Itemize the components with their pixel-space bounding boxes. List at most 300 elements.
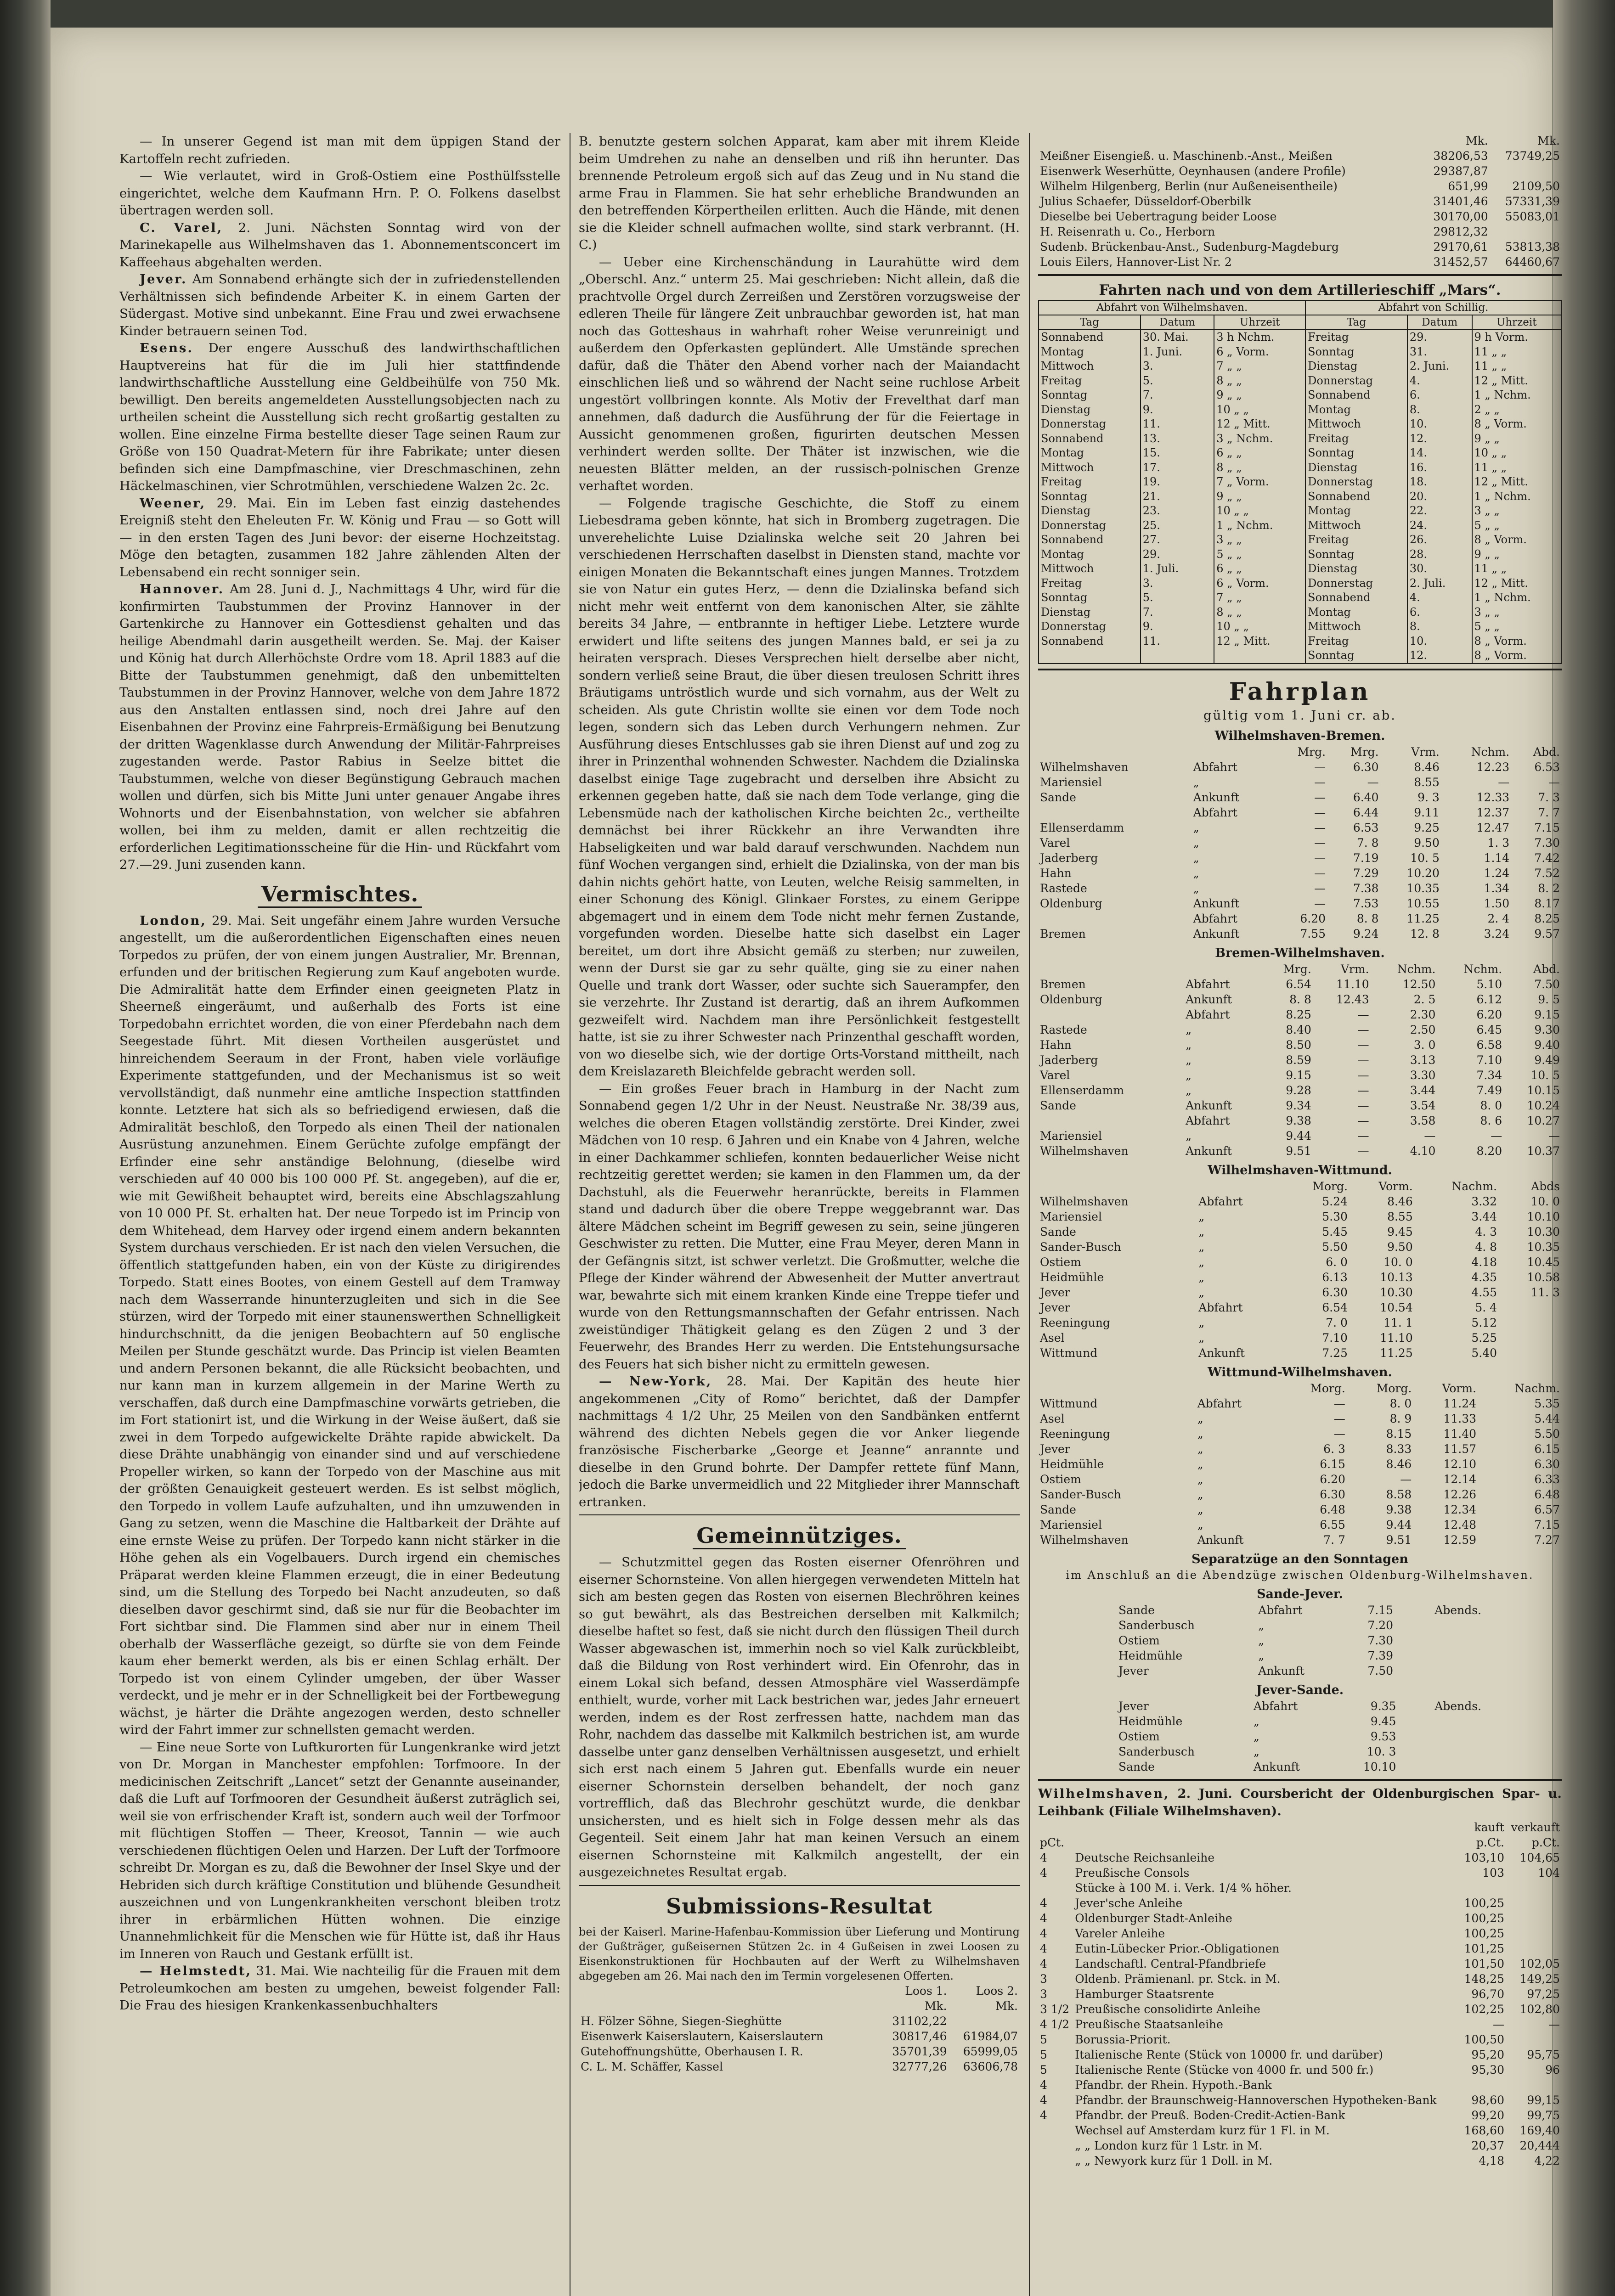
table-cell: 9.50 [1387, 1240, 1413, 1254]
table-cell: 6.13 [1322, 1271, 1348, 1284]
table-cell: Abfahrt [1186, 978, 1230, 991]
table-cell: 29. [1141, 547, 1214, 562]
table-cell: Sander-Busch [1040, 1488, 1121, 1501]
table-cell [1038, 1113, 1184, 1128]
table-header [1038, 1820, 1073, 1835]
table-cell: Pfandbr. der Braunschweig-Hannoverschen Hypotheken-Bank [1075, 2093, 1437, 2107]
table-cell: 5.30 [1322, 1210, 1348, 1223]
table-cell: 2109,50 [1512, 180, 1560, 193]
table-cell: 9.45 [1387, 1225, 1413, 1238]
table-cell: 3.30 [1410, 1069, 1436, 1082]
table-cell: 31452,57 [1433, 255, 1488, 269]
table-cell: 64460,67 [1505, 255, 1560, 269]
table-cell: 7.15 [1534, 1518, 1560, 1531]
table-cell: 8.55 [1414, 776, 1440, 789]
table-header: p.Ct. [1476, 1836, 1504, 1849]
table-cell: — [1357, 1129, 1369, 1142]
table-cell: 31102,22 [892, 2014, 947, 2028]
table-cell: 12.37 [1476, 806, 1510, 819]
table-cell: 7.30 [1534, 836, 1560, 850]
separate-trains-note: im Anschluß an die Abendzüge zwischen Oldenburg-Wilhelmshaven. [1066, 1569, 1534, 1581]
table-cell: 30. [1407, 562, 1472, 576]
table-cell: Montag [1305, 605, 1407, 620]
table-cell: 8 „ Vorm. [1472, 417, 1562, 432]
table-cell [1039, 648, 1141, 664]
table-cell: 29812,32 [1433, 225, 1488, 238]
table-cell: 6.30 [1353, 760, 1379, 774]
table-cell: — [1314, 882, 1326, 895]
table-cell [1506, 1926, 1562, 1941]
table-cell: Bremen [1040, 978, 1086, 991]
table-header: Uhrzeit [1472, 315, 1562, 330]
table-cell: „ [1197, 1412, 1203, 1425]
article-text: — Wie verlautet, wird in Groß-Ostiem eine Posthülfsstelle eingerichtet, welche dem Kaufmann Hrn. P. O. Folkens daselbst übertragen werden soll. [119, 169, 560, 218]
table-row [1038, 2017, 1562, 2032]
table-subheader [1039, 315, 1561, 330]
table-cell: Sande [1118, 1604, 1155, 1617]
table-cell: Sonnabend [1039, 533, 1141, 547]
table-cell: 651,99 [1448, 180, 1488, 193]
table-cell: H. Fölzer Söhne, Siegen-Sieghütte [581, 2014, 782, 2028]
table-cell: 11. 1 [1383, 1316, 1413, 1329]
table-row [1038, 1128, 1562, 1143]
table-cell: 8. 6 [1480, 1114, 1502, 1127]
table-row [1038, 1971, 1562, 1986]
table-cell: 8.46 [1387, 1195, 1413, 1208]
table-cell: 5 [1040, 2063, 1047, 2077]
table-cell: 8.55 [1387, 1210, 1413, 1223]
dateline: Hannover. [140, 582, 225, 597]
table-cell: „ „ Newyork kurz für 1 Doll. in M. [1075, 2154, 1273, 2167]
table-cell: Sande [1040, 1503, 1076, 1516]
table-header: Uhrzeit [1214, 315, 1305, 330]
table-cell: 9 „ „ [1472, 432, 1562, 446]
table-cell: 30170,00 [1433, 210, 1488, 223]
table-cell: Reeningung [1040, 1316, 1110, 1329]
table-cell: 103,10 [1464, 1851, 1504, 1864]
table-cell: 11. [1141, 417, 1214, 432]
table-row [1117, 1699, 1483, 1714]
table-cell: 10.45 [1527, 1255, 1560, 1269]
table-cell: 7 „ „ [1214, 591, 1305, 605]
table-cell: 8.59 [1286, 1053, 1311, 1067]
table-header [1184, 962, 1263, 977]
table-cell: Ankunft [1186, 1144, 1232, 1158]
table-header-row [1038, 962, 1562, 977]
table-cell: Preußische Staatsanleihe [1075, 2018, 1223, 2031]
table-cell: 20. [1407, 490, 1472, 504]
table-cell: 4 1/2 [1040, 2018, 1070, 2031]
table-cell: 11.24 [1443, 1397, 1477, 1410]
table-cell [1506, 1880, 1562, 1896]
table-cell: Ostiem [1118, 1634, 1160, 1647]
table-cell: 10.13 [1380, 1271, 1413, 1284]
table-cell: 10.58 [1527, 1271, 1560, 1284]
table-cell: 31401,46 [1433, 195, 1488, 208]
table-cell: 5.40 [1471, 1346, 1497, 1360]
table-cell: 4 [1040, 1896, 1047, 1910]
table-cell: Sanderbusch [1118, 1619, 1195, 1632]
table-row [1038, 1300, 1562, 1315]
table-cell: 1 „ Nchm. [1472, 591, 1562, 605]
table-cell: Abfahrt [1193, 912, 1237, 925]
table-cell: 104 [1538, 1866, 1560, 1880]
table-cell: Wilhelmshaven [1040, 760, 1129, 774]
table-cell: 1. Juli. [1141, 562, 1214, 576]
table-cell: 9.49 [1534, 1053, 1560, 1067]
table-cell: 11 „ „ [1472, 461, 1562, 475]
table-cell: 1.50 [1484, 897, 1510, 910]
table-cell: Ankunft [1193, 897, 1240, 910]
table-header: Nachm. [1451, 1180, 1497, 1193]
table-cell: „ [1198, 1210, 1205, 1223]
table-cell: 30. Mai. [1141, 330, 1214, 345]
table-cell: „ „ London kurz für 1 Lstr. in M. [1075, 2139, 1263, 2152]
table-cell: Sande [1040, 791, 1076, 804]
table-cell: 5.12 [1471, 1316, 1497, 1329]
table-cell: 4.35 [1471, 1271, 1497, 1284]
table-cell: 1.34 [1484, 882, 1510, 895]
table-cell: 3.13 [1410, 1053, 1436, 1067]
table-cell: „ [1186, 1084, 1192, 1097]
table-cell: 7.20 [1367, 1619, 1394, 1632]
table-cell [1395, 1648, 1483, 1663]
table-cell: 101,50 [1464, 1957, 1504, 1970]
table-cell: 8 „ Vorm. [1472, 634, 1562, 649]
table-cell: 7.38 [1353, 882, 1379, 895]
table-cell: 97,25 [1527, 1987, 1560, 2001]
table-cell: 5.25 [1471, 1331, 1497, 1345]
article-text: — Ueber eine Kirchenschändung in Laurahütte wird dem „Oberschl. Anz.“ unterm 25. Mai geschrieben: Nicht allein, daß die prachtvolle Orgel durch Zerreißen und Zerstören vorzugsweise der edleren Theile für längere Zeit unbrauchbar geworden ist, hat man noch das Gotteshaus in wahrhaft roher Weise verunreinigt und außerdem den Opferkasten geplündert. Alle Umstände sprechen dafür, daß die Thäter den Abend vorher nach der Maiandacht einschlichen ließ und so während der Nacht seine ruchlose Arbeit ungestört vollbringen konnte. Als Motiv der Frevelthat darf man annehmen, daß dadurch die Ausführung der für die Feiertage in Aussicht genommenen großen, figurirten deutschen Messen verhindert werden sollte. Der Thäter ist inzwischen, wie die neuesten Blätter melden, an der russisch-polnischen Grenze verhaftet worden. [579, 254, 1020, 493]
table-cell: 6.40 [1353, 791, 1379, 804]
table-cell: 99,75 [1527, 2109, 1560, 2122]
table-cell: 2. Juli. [1407, 576, 1472, 591]
table-cell: Mittwoch [1039, 461, 1141, 475]
table-cell: „ [1197, 1473, 1203, 1486]
table-cell: 6.30 [1322, 1286, 1348, 1299]
table-cell: 5 [1040, 2048, 1047, 2061]
table-header [1038, 962, 1184, 977]
table-cell: — [1357, 1008, 1369, 1021]
table-cell: 12.26 [1443, 1488, 1477, 1501]
table-cell: Dieselbe bei Uebertragung beider Loose [1040, 210, 1277, 223]
table-row [1039, 648, 1561, 664]
table-cell: 7.29 [1353, 867, 1379, 880]
table-cell: Mariensiel [1040, 1210, 1102, 1223]
table-cell: „ [1193, 821, 1199, 834]
table-cell: 7.10 [1322, 1331, 1348, 1345]
table-cell: Ostiem [1040, 1473, 1081, 1486]
table-cell: 9 „ „ [1214, 490, 1305, 504]
table-cell: — [1357, 1023, 1369, 1036]
table-cell: 8. 8 [1289, 993, 1311, 1006]
table-cell: 102,25 [1464, 2003, 1504, 2016]
route-rows [1117, 1699, 1483, 1774]
route-title: Jever-Sande. [1256, 1683, 1344, 1697]
table-cell: Wechsel auf Amsterdam kurz für 1 Fl. in M. [1075, 2124, 1330, 2137]
table-cell: „ [1198, 1240, 1205, 1254]
table-cell: 6.20 [1300, 912, 1326, 925]
table-cell: 12 „ Mitt. [1472, 576, 1562, 591]
table-row [1038, 1209, 1562, 1224]
table-cell: 20,444 [1519, 2139, 1560, 2152]
table-cell: Freitag [1039, 576, 1141, 591]
table-cell: 10.24 [1527, 1099, 1560, 1112]
table-cell: 9.53 [1370, 1730, 1396, 1743]
table-cell: 63606,78 [963, 2060, 1018, 2073]
dateline: — Helmstedt, [140, 1964, 252, 1978]
table-cell: Montag [1305, 403, 1407, 417]
table-cell: Mittwoch [1039, 359, 1141, 374]
newspaper-page [51, 28, 1562, 2296]
table-row [1039, 562, 1561, 576]
table-cell: 38206,53 [1433, 149, 1488, 163]
table-header: Datum [1407, 315, 1472, 330]
table-cell: 1 „ Nchm. [1472, 388, 1562, 403]
table-cell: 12.48 [1443, 1518, 1477, 1531]
table-cell: Abfahrt [1193, 760, 1237, 774]
table-row [1038, 2093, 1562, 2108]
article [119, 1963, 560, 2015]
table-cell: 8 „ „ [1214, 461, 1305, 475]
table-cell: 6. 0 [1326, 1255, 1348, 1269]
table-cell: Varel [1040, 1069, 1070, 1082]
table-cell: 8. [1407, 403, 1472, 417]
table-cell: 3.54 [1410, 1099, 1436, 1112]
table-cell: — [1314, 851, 1326, 865]
table-row [1038, 163, 1562, 179]
table-cell: 4.55 [1471, 1286, 1497, 1299]
table-cell: 9 „ „ [1472, 547, 1562, 562]
table-cell: „ [1186, 1053, 1192, 1067]
table-cell: 12 „ Mitt. [1472, 475, 1562, 490]
table-cell: Ostiem [1040, 1255, 1081, 1269]
route-rows [1038, 1396, 1562, 1548]
table-row [1039, 533, 1561, 547]
table-cell: 1 „ Nchm. [1472, 490, 1562, 504]
table-row [1038, 148, 1562, 163]
table-cell: Ankunft [1197, 1533, 1244, 1547]
column-middle [579, 133, 1020, 2296]
table-header: Datum [1141, 315, 1214, 330]
table-cell: 11 „ „ [1472, 359, 1562, 374]
column-left [119, 133, 560, 2296]
table-cell: 3.44 [1471, 1210, 1497, 1223]
table-row [1038, 926, 1562, 941]
table-row [1038, 1532, 1562, 1548]
table-cell: 31. [1407, 345, 1472, 360]
section-heading [579, 1522, 1020, 1549]
table-cell: Freitag [1305, 533, 1407, 547]
table-cell: — [1548, 2018, 1560, 2031]
table-cell: Dienstag [1305, 461, 1407, 475]
table-row [1038, 1068, 1562, 1083]
table-cell: 7.19 [1353, 851, 1379, 865]
article [119, 581, 560, 874]
table-cell: 53813,38 [1505, 240, 1560, 253]
table-cell: 2. Juni. [1407, 359, 1472, 374]
table-cell: 6.53 [1534, 760, 1560, 774]
table-cell: Gutehoffnungshütte, Oberhausen I. R. [581, 2044, 803, 2058]
table-cell: 8.46 [1386, 1458, 1412, 1471]
table-cell: Ankunft [1258, 1664, 1305, 1677]
table-cell: 9.50 [1414, 836, 1440, 850]
table-cell: 30817,46 [892, 2029, 947, 2043]
table-cell: „ [1186, 1038, 1192, 1052]
route-rows [1117, 1603, 1483, 1678]
table-cell: Pfandbr. der Preuß. Boden-Credit-Actien-Bank [1075, 2109, 1345, 2122]
submission-table-continued [1038, 133, 1562, 270]
table-cell: 8. [1407, 619, 1472, 634]
table-cell: 7 „ Vorm. [1214, 475, 1305, 490]
table-cell: 96,70 [1471, 1987, 1504, 2001]
table-cell: Sande [1118, 1760, 1155, 1773]
table-cell: 7.49 [1476, 1084, 1502, 1097]
table-cell: 4 [1040, 1912, 1047, 1925]
timetable-subtitle: gültig vom 1. Juni cr. ab. [1203, 708, 1396, 723]
table-cell: — [1314, 760, 1326, 774]
article-text: 28. Mai. Der Kapitän des heute hier angekommenen „City of Romo“ berichtet, daß der Dampfer nachmittags 4 1/2 Uhr, 25 Meilen von den Sandbänken entfernt während des dichten Nebels gegen die vor Anker liegende französische Fischerbarke „George et Jeanne“ anrannte und dieselbe in den Grund bohrte. Der Dampfer rettete fünf Mann, jedoch die Barke unvermeidlich und 22 Mitglieder ihrer Mannschaft ertranken. [579, 1374, 1020, 1509]
table-cell: Jever [1118, 1699, 1149, 1713]
table-row [1038, 760, 1562, 775]
table-cell: Julius Schaefer, Düsseldorf-Oberbilk [1040, 195, 1251, 208]
table-header: Morg. [1376, 1382, 1412, 1395]
table-cell: „ [1186, 1023, 1192, 1036]
table-cell: Ellenserdamm [1040, 821, 1124, 834]
table-row [1039, 330, 1561, 345]
table-row [1117, 1729, 1483, 1744]
table-cell [949, 2014, 1020, 2029]
table-cell: 10.55 [1406, 897, 1440, 910]
table-row [1038, 1880, 1562, 1896]
table-row [1038, 850, 1562, 866]
article [119, 271, 560, 340]
adjacent-page-edge [1553, 0, 1615, 2296]
table-row [1117, 1633, 1483, 1648]
table-cell: Freitag [1305, 634, 1407, 649]
table-cell: 27. [1141, 533, 1214, 547]
table-cell: Louis Eilers, Hannover-List Nr. 2 [1040, 255, 1232, 269]
table-cell: „ [1198, 1225, 1205, 1238]
table-cell: 12 „ Mitt. [1472, 374, 1562, 388]
table-cell: Jever [1040, 1286, 1070, 1299]
table-row [1038, 1239, 1562, 1255]
table-row [1117, 1714, 1483, 1729]
table-cell: Heidmühle [1040, 1458, 1104, 1471]
course-rows [1038, 1850, 1562, 2168]
table-cell: — [1424, 1129, 1436, 1142]
table-cell: Wilhelmshaven [1040, 1195, 1129, 1208]
table-cell: Donnerstag [1305, 374, 1407, 388]
route-title: Wilhelmshaven-Bremen. [1214, 729, 1385, 743]
table-cell: 3.58 [1410, 1114, 1436, 1127]
table-cell [1038, 2153, 1073, 2168]
table-cell: 10.27 [1527, 1114, 1560, 1127]
table-cell: Bremen [1040, 927, 1086, 940]
table-cell: Rastede [1040, 1023, 1087, 1036]
table-cell: 5 „ „ [1214, 547, 1305, 562]
table-cell: Mittwoch [1305, 619, 1407, 634]
table-cell: Mittwoch [1039, 562, 1141, 576]
table-cell: „ [1193, 851, 1199, 865]
table-cell: Sonntag [1305, 547, 1407, 562]
divider [579, 1885, 1020, 1886]
table-row [1038, 239, 1562, 254]
timetable-title: Fahrplan [1229, 677, 1371, 706]
table-cell: Sande [1040, 1225, 1076, 1238]
table-header: Nchm. [1463, 962, 1502, 976]
table-cell: 6 „ „ [1214, 446, 1305, 461]
table-cell: — [1333, 1427, 1345, 1441]
table-cell: 5 [1040, 2033, 1047, 2046]
table-cell: 12.47 [1476, 821, 1510, 834]
table-row [579, 2014, 1020, 2029]
table-cell: 10.54 [1380, 1301, 1413, 1314]
table-cell: 7.15 [1367, 1604, 1394, 1617]
table-cell: 6 „ Vorm. [1214, 576, 1305, 591]
table-header: Abfahrt von Schillig. [1305, 300, 1561, 315]
table-cell: 12.23 [1476, 760, 1510, 774]
table-cell: Sudenb. Brückenbau-Anst., Sudenburg-Magdeburg [1040, 240, 1339, 253]
table-header [1038, 1179, 1197, 1194]
table-cell: 1 „ Nchm. [1214, 518, 1305, 533]
table-header [1038, 744, 1191, 760]
table-cell: Wilhelmshaven [1040, 1144, 1129, 1158]
course-report-head [1038, 1785, 1562, 1820]
table-cell [1395, 1633, 1483, 1648]
table-cell: 7.53 [1353, 897, 1379, 910]
table-row [1117, 1759, 1483, 1774]
table-cell: 8.25 [1534, 912, 1560, 925]
table-row [1038, 2032, 1562, 2047]
table-cell [1499, 1300, 1562, 1315]
table-cell: Italienische Rente (Stück von 10000 fr. und darüber) [1075, 2048, 1383, 2061]
table-cell: 10.35 [1527, 1240, 1560, 1254]
table-cell: — [1367, 776, 1379, 789]
table-cell: 5. [1141, 374, 1214, 388]
article-text: Der engere Ausschuß des landwirthschaftlichen Hauptvereins hat für die im Juli hier stattfindende landwirthschaftliche Ausstellung eine Geldbeihülfe von 750 Mk. bewilligt. Den bereits angemeldeten Ausstellungsobjecten nach zu urtheilen scheint die Ausstellung sich recht großartig gestalten zu wollen. Eine einzelne Firma bestellte dieser Tage seinen Raum zur Größe von 150 Quadrat-Metern für ihre Fabrikate; unter diesen befinden sich eine Dampfmaschine, vier Dreschmaschinen, zehn Häckelmaschinen, vier Schrotmühlen, verschiedene Walzen 2c. 2c. [119, 341, 560, 493]
table-cell: Wittmund [1040, 1397, 1098, 1410]
route-table [1117, 1603, 1483, 1678]
table-cell [1398, 1729, 1483, 1744]
table-cell: 4 [1040, 1942, 1047, 1955]
table-cell: 99,20 [1471, 2109, 1504, 2122]
table-cell: Sonntag [1305, 446, 1407, 461]
table-cell: Abfahrt [1198, 1301, 1243, 1314]
table-cell: — [1357, 1114, 1369, 1127]
table-cell: C. L. M. Schäffer, Kassel [581, 2060, 723, 2073]
table-header [1038, 133, 1418, 148]
table-cell: 10.35 [1406, 882, 1440, 895]
divider [1038, 274, 1562, 276]
route-table [1038, 1381, 1562, 1548]
table-cell [1506, 2032, 1562, 2047]
table-cell: Sonntag [1305, 345, 1407, 360]
table-cell: 9.45 [1370, 1715, 1396, 1728]
table-cell: Dienstag [1039, 504, 1141, 518]
table-cell: 7.52 [1534, 867, 1560, 880]
table-cell: 6.48 [1320, 1503, 1345, 1516]
table-cell: Preußische consolidirte Anleihe [1075, 2003, 1260, 2016]
table-cell: 7.30 [1367, 1634, 1394, 1647]
article-text: Am Sonnabend erhängte sich der in zufriedenstellenden Verhältnissen sich befindende Arbeiter K. in einem Garten der Südergast. Motive sind unbekannt. Eine Frau und zwei erwachsene Kinder betrauern seinen Tod. [119, 272, 560, 338]
table-cell: 6.45 [1476, 1023, 1502, 1036]
route-table [1038, 1179, 1562, 1361]
section-heading-text: Gemeinnütziges. [693, 1523, 906, 1549]
table-cell: — [1314, 821, 1326, 834]
table-cell: Mittwoch [1305, 518, 1407, 533]
table-cell: 6.12 [1476, 993, 1502, 1006]
